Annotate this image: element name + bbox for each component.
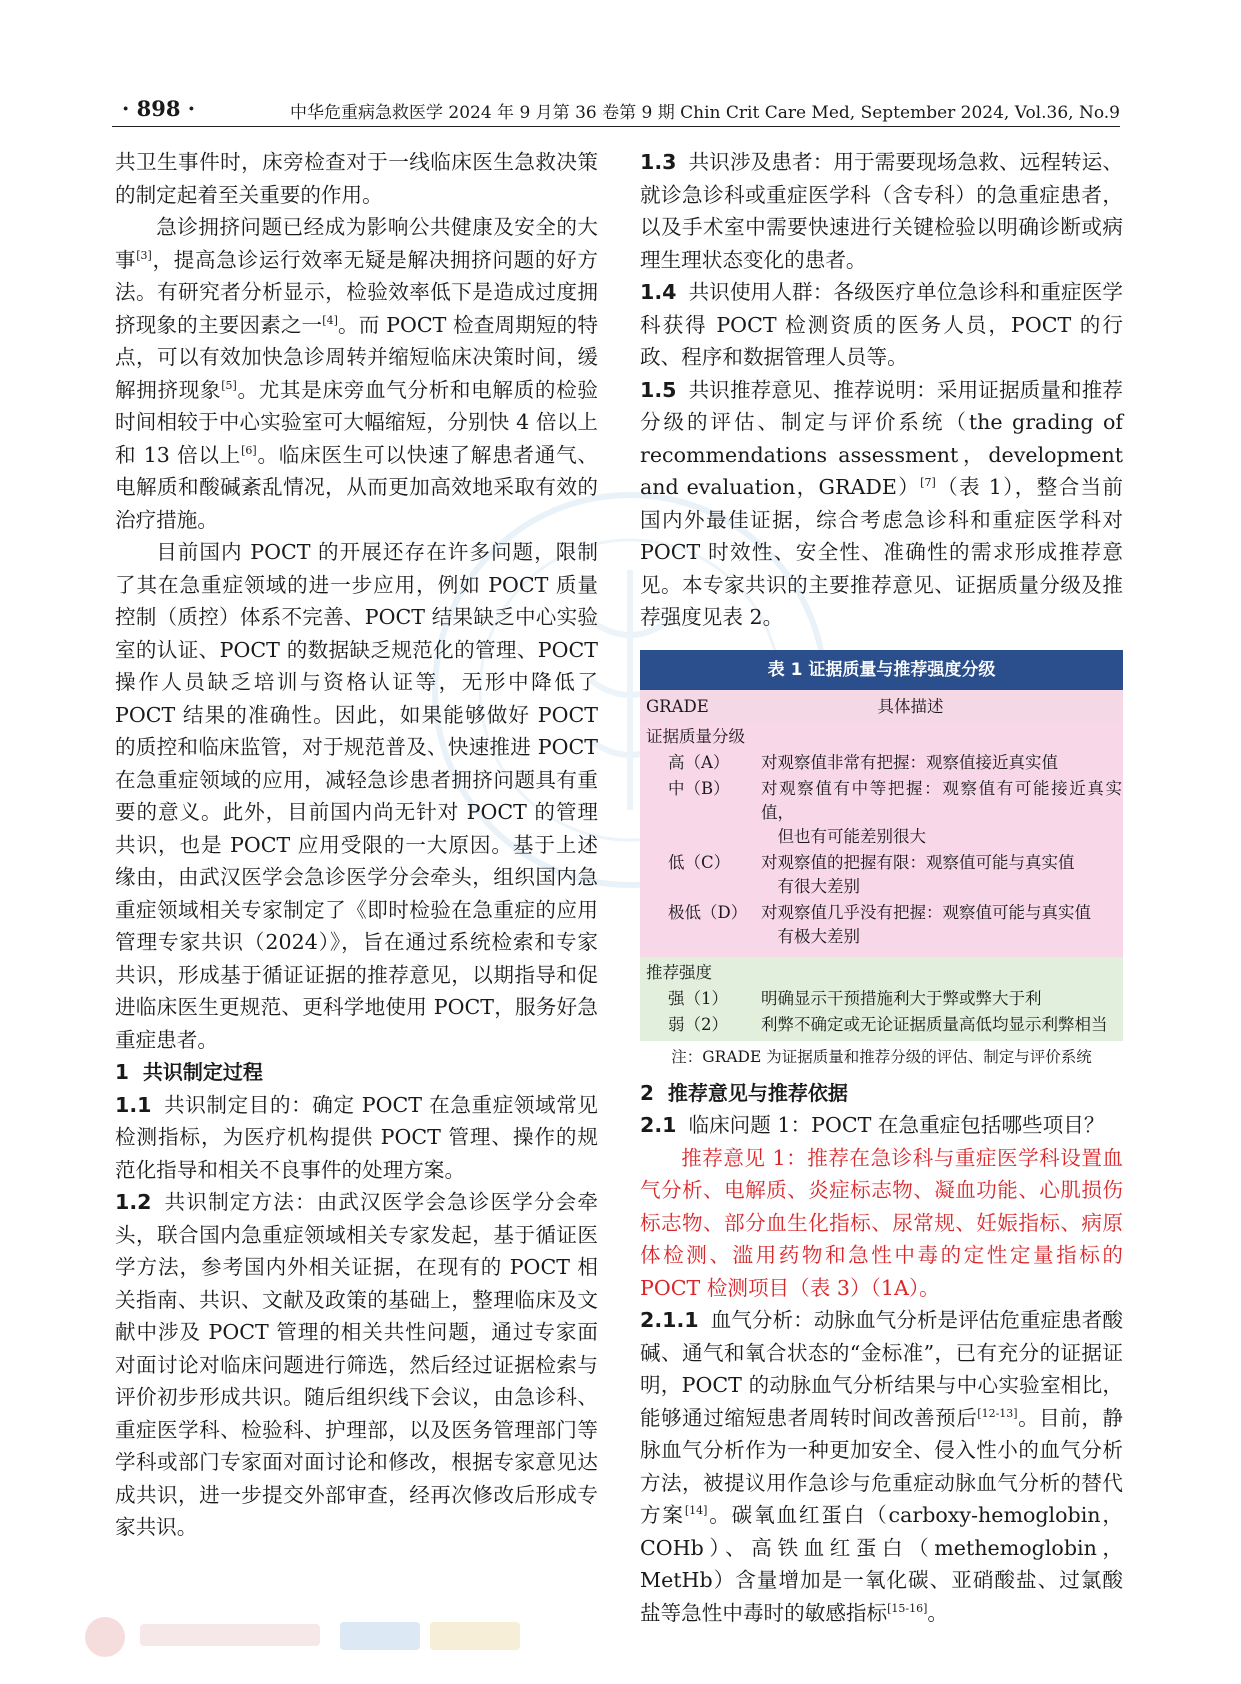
section-heading: 2 推荐意见与推荐依据 <box>640 1080 848 1105</box>
citation-ref[interactable]: [3] <box>136 248 152 262</box>
subsection-2-1-1: 2.1.1 血气分析：动脉血气分析是评估危重症患者酸碱、通气和氧合状态的“金标准”，已有充分的证据证明，POCT 的动脉血气分析结果与中心实验室相比，能够通过缩短患者周转时间改善预后[12-13]。目前，静脉血气分析作为一种更加安全、侵入性小的血气分析方法，被提议用作急诊与危重症动脉血气分析的替代方案[14]。碳氧血红蛋白（carboxy-hemoglobin，COHb）、高铁血红蛋白（methemoglobin，MetHb）含量增加是一氧化碳、亚硝酸盐、过氯酸盐等急性中毒时的敏感指标[15-16]。 <box>640 1308 1123 1625</box>
citation-ref[interactable]: [4] <box>322 313 338 327</box>
recommendation-1: 推荐意见 1：推荐在急诊科与重症医学科设置血气分析、电解质、炎症标志物、凝血功能、心肌损伤标志物、部分血生化指标、尿常规、妊娠指标、病原体检测、滥用药物和急性中毒的定性定量指标的 POCT 检测项目（表 3）（1A）。 <box>640 1145 1123 1300</box>
table-row: 高（A） 对观察值非常有把握：观察值接近真实值 <box>640 750 1123 776</box>
subsection-2-1: 2.1 临床问题 1：POCT 在急重症包括哪些项目？ <box>640 1113 1105 1137</box>
table-row: 极低（D） 对观察值几乎没有把握：观察值可能与真实值 有极大差别 <box>640 900 1123 957</box>
citation-ref[interactable]: [14] <box>684 1504 708 1518</box>
journal-citation: 中华危重病急救医学 2024 年 9 月第 36 卷第 9 期 Chin Crit Care Med, September 2024, Vol.36, No.9 <box>289 103 1120 123</box>
subsection-1-2: 1.2 共识制定方法：由武汉医学会急诊医学分会牵头，联合国内急重症领域相关专家发起，基于循证医学方法，参考国内外相关证据，在现有的 POCT 相关指南、共识、文献及政策的基础上，整理临床及文献中涉及 POCT 管理的相关共性问题，通过专家面对面讨论对临床问题进行筛选，然后经过证据检索与评价初步形成共识。随后组织线下会议，由急诊科、重症医学科、检验科、护理部，以及医务管理部门等学科或部门专家面对面讨论和修改，根据专家意见达成共识，进一步提交外部审查，经再次修改后形成专家共识。 <box>115 1190 598 1539</box>
page-header <box>112 96 1120 127</box>
table-note: 注：GRADE 为证据质量和推荐分级的评估、制定与评价系统 <box>671 1047 1092 1066</box>
table-row: 弱（2） 利弊不确定或无论证据质量高低均显示利弊相当 <box>640 1012 1123 1041</box>
section-heading: 1 共识制定过程 <box>115 1060 263 1084</box>
citation-ref[interactable]: [15-16] <box>887 1601 928 1615</box>
table-caption: 表 1 证据质量与推荐强度分级 <box>640 650 1123 690</box>
paragraph: 急诊拥挤问题已经成为影响公共健康及安全的大事[3]，提高急诊运行效率无疑是解决拥挤问题的好方法。有研究者分析显示，检验效率低下是造成过度拥挤现象的主要因素之一[4]。而 POCT 检查周期短的特点，可以有效加快急诊周转并缩短临床决策时间，缓解拥挤现象[5]。尤其是床旁血气分析和电解质的检验时间相较于中心实验室可大幅缩短，分别快 4 倍以上和 13 倍以上[6]。临床医生可以快速了解患者通气、电解质和酸碱紊乱情况，从而更加高效地采取有效的治疗措施。 <box>115 215 599 532</box>
page-number: · 898 · <box>122 96 196 121</box>
table-section-quality: 证据质量分级 <box>640 724 1123 750</box>
subsection-1-5: 1.5 共识推荐意见、推荐说明：采用证据质量和推荐分级的评估、制定与评价系统（the grading of recommendations assessment，development and evaluation，GRADE）[7]（表 1），整合当前国内外最佳证据，综合考虑急诊科和重症医学科对 POCT 时效性、安全性、准确性的需求形成推荐意见。本专家共识的主要推荐意见、证据质量分级及推荐强度见表 2。 <box>640 377 1123 629</box>
citation-ref[interactable]: [12-13] <box>977 1406 1018 1420</box>
table-row: 中（B） 对观察值有中等把握：观察值有可能接近真实值， 但也有可能差别很大 <box>640 776 1123 850</box>
citation-ref[interactable]: [5] <box>221 378 237 392</box>
citation-ref[interactable]: [6] <box>241 443 257 457</box>
paragraph: 目前国内 POCT 的开展还存在许多问题，限制了其在急重症领域的进一步应用，例如 POCT 质量控制（质控）体系不完善、POCT 结果缺乏中心实验室的认证、POCT 的数据缺乏规范化的管理、POCT 操作人员缺乏培训与资格认证等，无形中降低了 POCT 结果的准确性。因此，如果能够做好 POCT 的质控和临床监管，对于规范普及、快速推进 POCT 在急重症领域的应用，减轻急诊患者拥挤问题具有重要的意义。此外，目前国内尚无针对 POCT 的管理共识，也是 POCT 应用受限的一大原因。基于上述缘由，由武汉医学会急诊医学分会牵头，组织国内急重症领域相关专家制定了《即时检验在急重症的应用管理专家共识（2024）》，旨在通过系统检索和专家共识，形成基于循证证据的推荐意见，以期指导和促进临床医生更规范、更科学地使用 POCT，服务好急重症患者。 <box>115 540 598 1052</box>
table-1 <box>640 650 1123 1069</box>
left-column <box>115 146 598 1544</box>
subsection-1-3: 1.3 共识涉及患者：用于需要现场急救、远程转运、就诊急诊科或重症医学科（含专科）的急重症患者，以及手术室中需要快速进行关键检验以明确诊断或病理生理状态变化的患者。 <box>640 150 1123 272</box>
table-row: 低（C） 对观察值的把握有限：观察值可能与真实值 有很大差别 <box>640 850 1123 900</box>
publisher-logo-icon <box>80 1612 540 1662</box>
citation-ref[interactable]: [7] <box>920 476 936 490</box>
right-column <box>640 146 1123 1629</box>
subsection-1-4: 1.4 共识使用人群：各级医疗单位急诊科和重症医学科获得 POCT 检测资质的医务人员，POCT 的行政、程序和数据管理人员等。 <box>640 280 1123 369</box>
subsection-1-1: 1.1 共识制定目的：确定 POCT 在急重症领域常见检测指标，为医疗机构提供 POCT 管理、操作的规范化指导和相关不良事件的处理方案。 <box>115 1092 598 1182</box>
table-header-grade: GRADE <box>640 690 757 724</box>
paragraph: 共卫生事件时，床旁检查对于一线临床医生急救决策的制定起着至关重要的作用。 <box>115 150 598 207</box>
table-header-desc: 具体描述 <box>757 690 1123 724</box>
table-section-strength: 推荐强度 <box>640 957 1123 986</box>
table-row: 强（1） 明确显示干预措施利大于弊或弊大于利 <box>640 986 1123 1012</box>
